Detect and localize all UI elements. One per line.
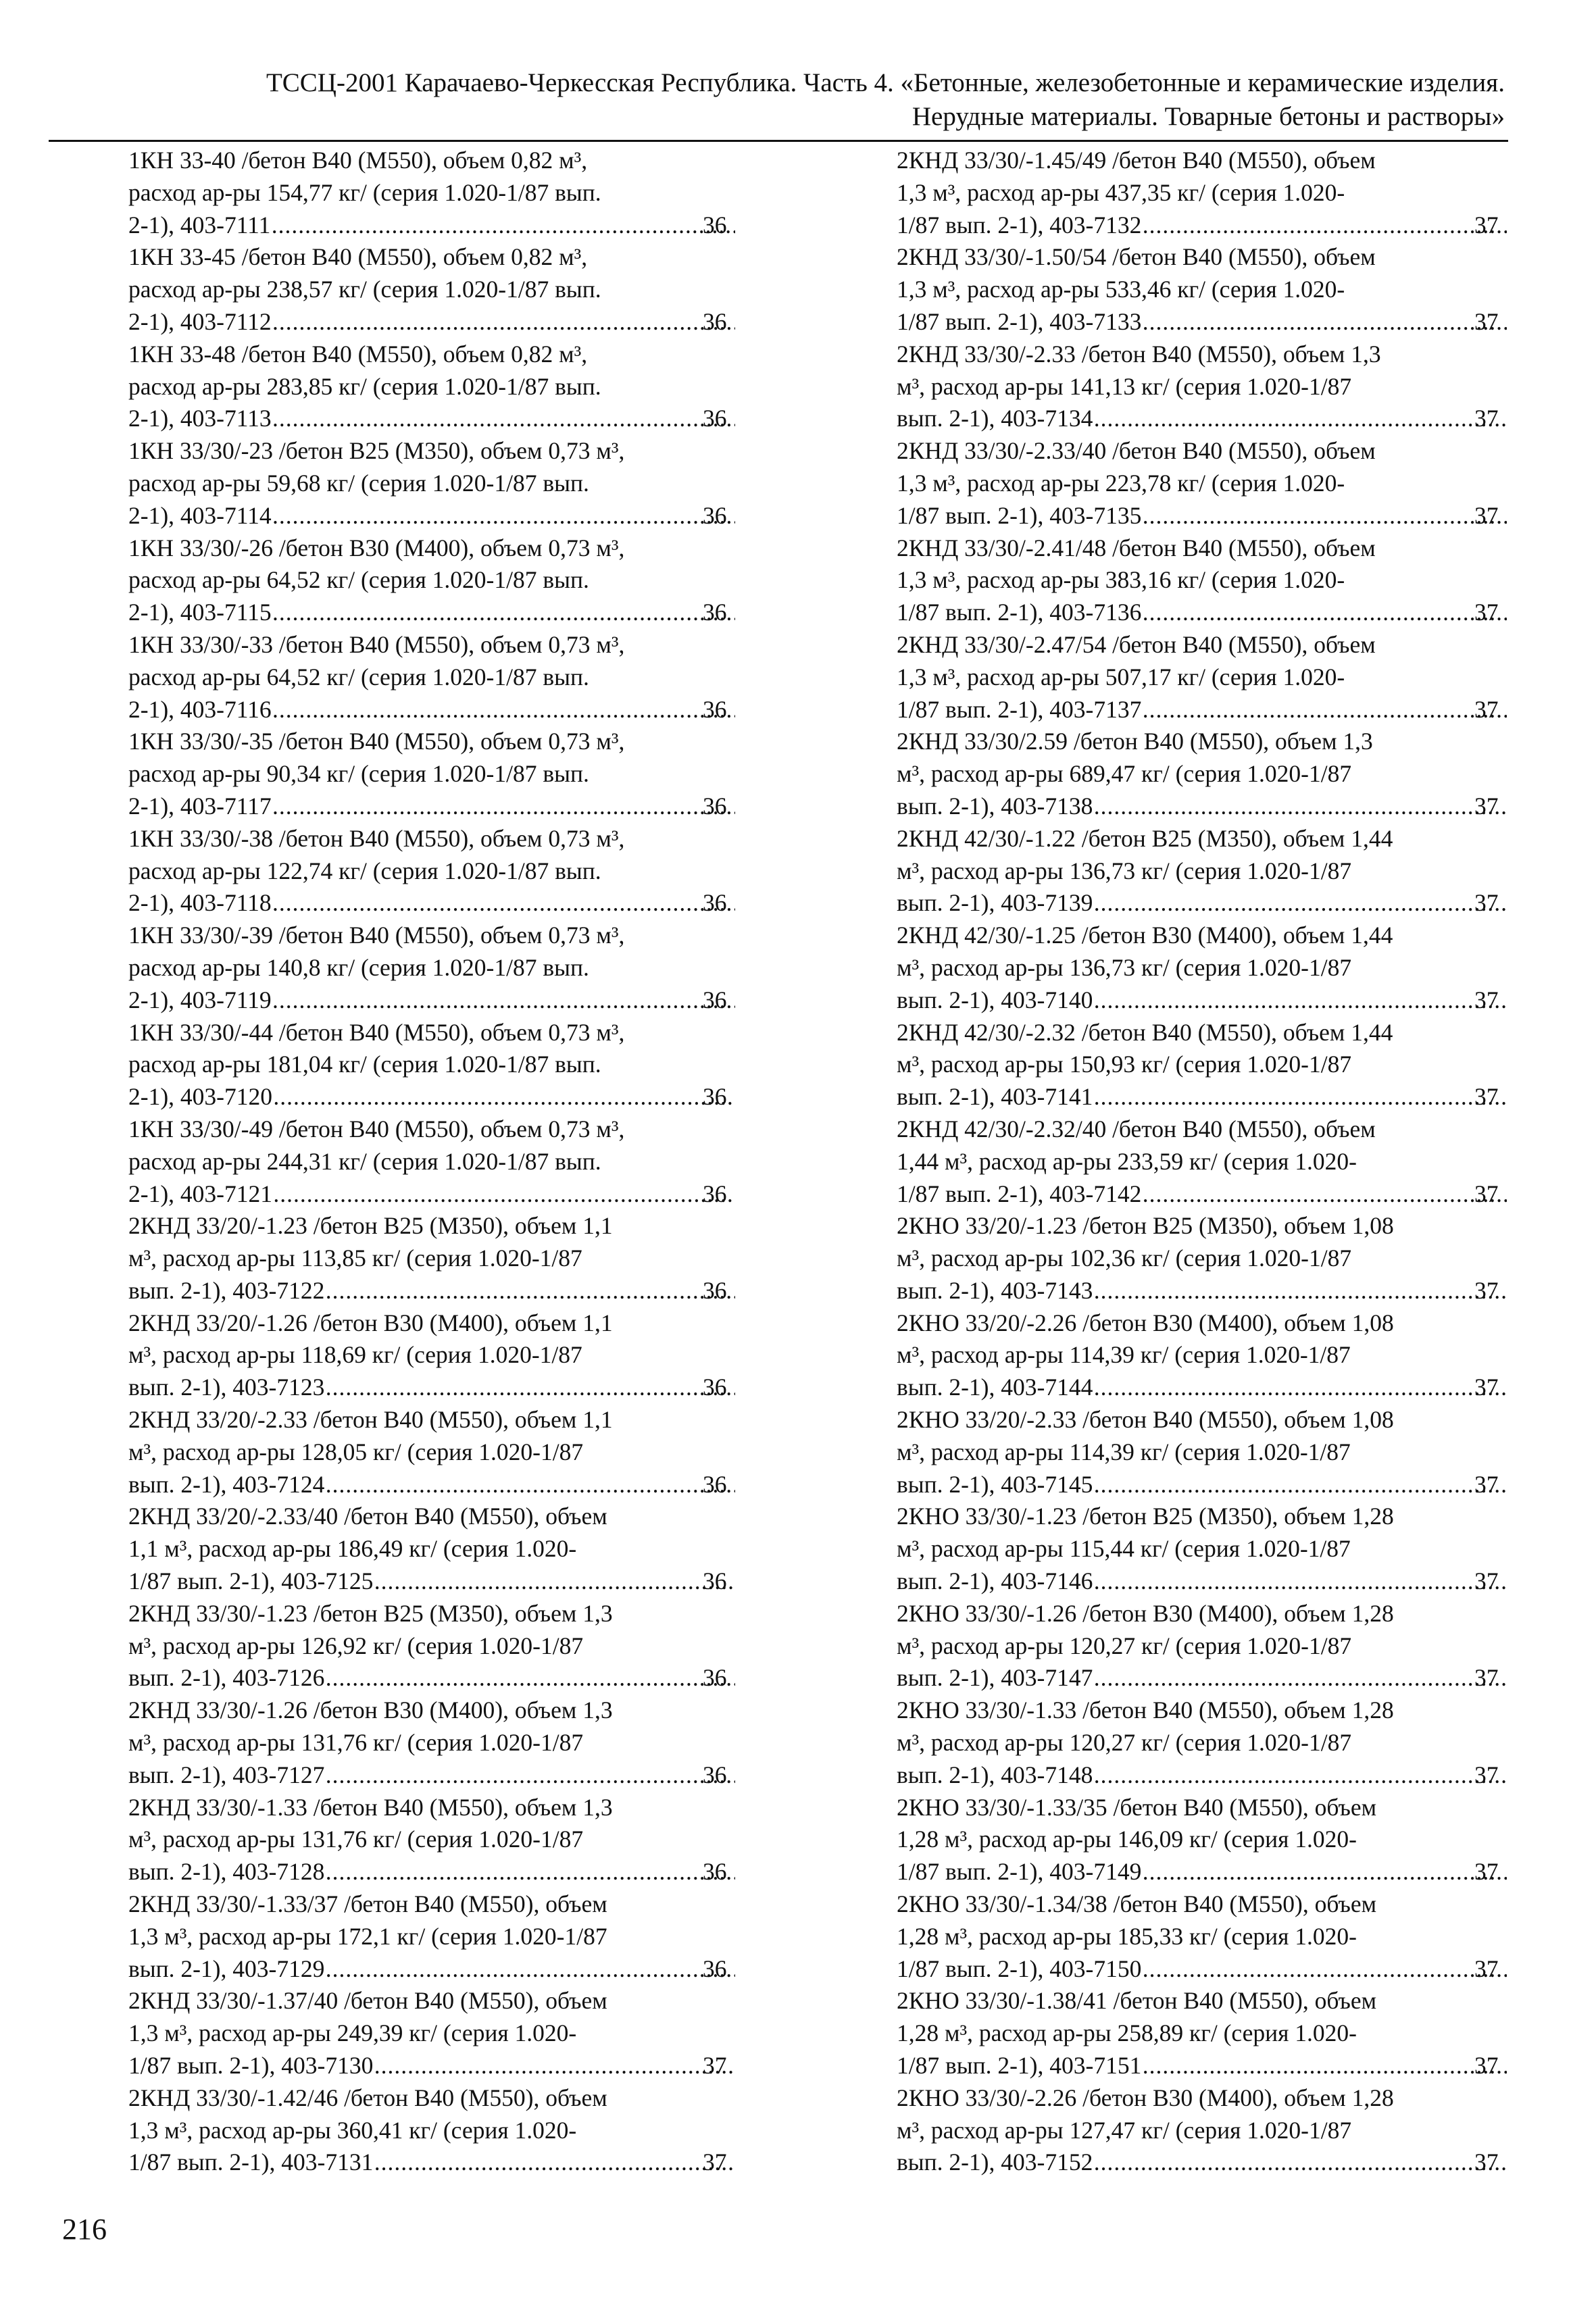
entry-line: 2КНД 42/30/-2.32 /бетон В40 (М550), объем 1,44 xyxy=(897,1018,1393,1046)
entry-line: 2КНО 33/20/-2.26 /бетон В30 (М400), объем 1,08 xyxy=(897,1309,1394,1336)
index-entry xyxy=(897,629,1508,726)
entry-code: вып. 2-1), 403-7139 xyxy=(897,889,1093,917)
entry-code: 2-1), 403-7119 xyxy=(128,986,272,1013)
entry-code: вып. 2-1), 403-7124 xyxy=(128,1470,325,1498)
entry-last-line: 2-1), 403-7117 ..... 36 xyxy=(162,790,737,823)
dot-leader xyxy=(273,984,735,1017)
entry-code: 2-1), 403-7120 xyxy=(128,1083,272,1111)
entry-last-line: вып. 2-1), 403-7152 ..... 37 xyxy=(930,2146,1508,2179)
entry-line: 1КН 33/30/-26 /бетон В30 (М400), объем 0,73 м³, xyxy=(128,534,625,561)
entry-line: м³, расход ар-ры 128,05 кг/ (серия 1.020-1/87 xyxy=(128,1438,584,1465)
entry-code: вып. 2-1), 403-7138 xyxy=(897,792,1093,820)
entry-last-line: 2-1), 403-7114 ..... 36 xyxy=(162,500,737,532)
entry-line: 1КН 33/30/-23 /бетон В25 (М350), объем 0,73 м³, xyxy=(128,437,625,465)
index-entry xyxy=(128,1501,737,1597)
entry-line: 1,3 м³, расход ар-ры 437,35 кг/ (серия 1.020- xyxy=(897,178,1345,206)
entry-line: 1,3 м³, расход ар-ры 223,78 кг/ (серия 1.020- xyxy=(897,469,1345,497)
entry-line: 1,3 м³, расход ар-ры 249,39 кг/ (серия 1.020- xyxy=(128,2019,577,2047)
index-entry xyxy=(128,145,737,241)
header-line-1: ТССЦ-2001 Карачаево-Черкесская Республика. Часть 4. «Бетонные, железобетонные и керамические изделия. xyxy=(266,68,1505,97)
dot-leader xyxy=(326,1953,735,1986)
entry-line: 2КНО 33/30/-2.26 /бетон В30 (М400), объем 1,28 xyxy=(897,2084,1394,2111)
entry-line: м³, расход ар-ры 126,92 кг/ (серия 1.020-1/87 xyxy=(128,1632,584,1659)
dot-leader xyxy=(272,209,735,242)
entry-last-line: 1/87 вып. 2-1), 403-7135 ..... 37 xyxy=(930,500,1508,532)
entry-last-line: 1/87 вып. 2-1), 403-7130 ..... 37 xyxy=(162,2050,737,2082)
index-entry xyxy=(897,920,1508,1016)
index-entry xyxy=(897,1694,1508,1791)
entry-line: 2КНД 42/30/-1.22 /бетон В25 (М350), объем 1,44 xyxy=(897,824,1393,852)
entry-line: м³, расход ар-ры 136,73 кг/ (серия 1.020-1/87 xyxy=(897,953,1352,981)
entry-last-line: 1/87 вып. 2-1), 403-7151 ..... 37 xyxy=(930,2050,1508,2082)
entry-line: 1,3 м³, расход ар-ры 533,46 кг/ (серия 1.020- xyxy=(897,276,1345,303)
entry-last-line: 2-1), 403-7116 ..... 36 xyxy=(162,694,737,726)
entry-last-line: 2-1), 403-7120 ..... 36 xyxy=(162,1081,737,1113)
entry-code: 1/87 вып. 2-1), 403-7132 xyxy=(897,211,1142,238)
entry-code: 1/87 вып. 2-1), 403-7130 xyxy=(128,2052,374,2080)
entry-last-line: вып. 2-1), 403-7122 ..... 36 xyxy=(162,1275,737,1307)
entry-code: 1/87 вып. 2-1), 403-7136 xyxy=(897,599,1142,626)
dot-leader xyxy=(1143,209,1507,242)
dot-leader xyxy=(374,2050,735,2082)
header-rule xyxy=(49,140,1508,142)
entry-line: 2КНО 33/30/-1.33 /бетон В40 (М550), объем 1,28 xyxy=(897,1696,1394,1724)
entry-line: расход ар-ры 90,34 кг/ (серия 1.020-1/87 вып. xyxy=(128,760,589,788)
entry-line: м³, расход ар-ры 114,39 кг/ (серия 1.020-1/87 xyxy=(897,1438,1351,1465)
entry-code: 2-1), 403-7111 xyxy=(128,211,271,238)
dot-leader xyxy=(326,1469,735,1501)
dot-leader xyxy=(326,1759,735,1792)
entry-code: 1/87 вып. 2-1), 403-7137 xyxy=(897,695,1142,723)
entry-line: м³, расход ар-ры 102,36 кг/ (серия 1.020-1/87 xyxy=(897,1244,1352,1272)
entry-last-line: вып. 2-1), 403-7139 ..... 37 xyxy=(930,887,1508,920)
entry-last-line: вып. 2-1), 403-7123 ..... 36 xyxy=(162,1372,737,1404)
entry-line: м³, расход ар-ры 127,47 кг/ (серия 1.020-1/87 xyxy=(897,2116,1352,2144)
entry-line: расход ар-ры 64,52 кг/ (серия 1.020-1/87 вып. xyxy=(128,663,589,690)
entry-last-line: 2-1), 403-7113 ..... 36 xyxy=(162,403,737,435)
dot-leader xyxy=(1094,403,1507,435)
entry-line: 1,3 м³, расход ар-ры 172,1 кг/ (серия 1.020-1/87 xyxy=(128,1922,607,1950)
entry-code: 2-1), 403-7115 xyxy=(128,599,272,626)
entry-last-line: вып. 2-1), 403-7127 ..... 36 xyxy=(162,1759,737,1792)
index-entry xyxy=(897,532,1508,629)
dot-leader xyxy=(1143,1953,1507,1986)
entry-line: м³, расход ар-ры 120,27 кг/ (серия 1.020-1/87 xyxy=(897,1632,1352,1659)
entry-last-line: 1/87 вып. 2-1), 403-7149 ..... 37 xyxy=(930,1856,1508,1888)
entry-last-line: вып. 2-1), 403-7138 ..... 37 xyxy=(930,790,1508,823)
entry-code: 1/87 вып. 2-1), 403-7133 xyxy=(897,307,1142,335)
entry-code: 1/87 вып. 2-1), 403-7125 xyxy=(128,1567,374,1595)
dot-leader xyxy=(1094,887,1507,920)
entry-line: 2КНО 33/30/-1.34/38 /бетон В40 (М550), объем xyxy=(897,1890,1377,1918)
entry-line: м³, расход ар-ры 113,85 кг/ (серия 1.020-1/87 xyxy=(128,1244,582,1272)
entry-line: 2КНД 33/30/2.59 /бетон В40 (М550), объем 1,3 xyxy=(897,728,1373,755)
entry-line: 2КНО 33/30/-1.33/35 /бетон В40 (М550), объем xyxy=(897,1793,1377,1821)
entry-last-line: вып. 2-1), 403-7144 ..... 37 xyxy=(930,1372,1508,1404)
dot-leader xyxy=(273,887,735,920)
index-entry xyxy=(897,2082,1508,2179)
index-entry xyxy=(128,1404,737,1501)
entry-line: 2КНО 33/30/-1.23 /бетон В25 (М350), объем 1,28 xyxy=(897,1503,1394,1530)
entry-line: 1,28 м³, расход ар-ры 185,33 кг/ (серия 1.020- xyxy=(897,1922,1357,1950)
entry-code: 1/87 вып. 2-1), 403-7149 xyxy=(897,1858,1142,1886)
dot-leader xyxy=(1094,1565,1507,1598)
dot-leader xyxy=(1143,500,1507,532)
entry-line: 2КНД 33/20/-2.33/40 /бетон В40 (М550), объем xyxy=(128,1503,607,1530)
dot-leader xyxy=(374,2146,735,2179)
entry-code: вып. 2-1), 403-7122 xyxy=(128,1276,325,1304)
entry-last-line: 2-1), 403-7115 ..... 36 xyxy=(162,597,737,629)
index-entry xyxy=(897,1404,1508,1501)
entry-code: вып. 2-1), 403-7126 xyxy=(128,1664,325,1692)
entry-line: 2КНО 33/30/-1.38/41 /бетон В40 (М550), объем xyxy=(897,1987,1377,2015)
entry-last-line: 1/87 вып. 2-1), 403-7136 ..... 37 xyxy=(930,597,1508,629)
entry-line: 1,3 м³, расход ар-ры 360,41 кг/ (серия 1.020- xyxy=(128,2116,577,2144)
entry-line: 2КНД 33/30/-2.33/40 /бетон В40 (М550), объем xyxy=(897,437,1376,465)
index-entry xyxy=(897,1210,1508,1307)
entry-line: 2КНО 33/20/-2.33 /бетон В40 (М550), объем 1,08 xyxy=(897,1406,1394,1434)
index-entry xyxy=(897,1307,1508,1404)
index-entry xyxy=(128,1210,737,1307)
dot-leader xyxy=(274,1081,735,1113)
entry-line: 2КНД 33/20/-1.23 /бетон В25 (М350), объем 1,1 xyxy=(128,1212,613,1240)
dot-leader xyxy=(1094,1759,1507,1792)
entry-code: 2-1), 403-7118 xyxy=(128,889,272,917)
entry-code: 2-1), 403-7117 xyxy=(128,792,272,820)
entry-code: вып. 2-1), 403-7134 xyxy=(897,405,1093,432)
index-entry xyxy=(128,823,737,920)
entry-line: 1,3 м³, расход ар-ры 383,16 кг/ (серия 1.020- xyxy=(897,566,1345,594)
index-entry xyxy=(128,1598,737,1694)
entry-line: м³, расход ар-ры 689,47 кг/ (серия 1.020-1/87 xyxy=(897,760,1352,788)
entry-code: 1/87 вып. 2-1), 403-7142 xyxy=(897,1180,1142,1207)
entry-last-line: вып. 2-1), 403-7129 ..... 36 xyxy=(162,1953,737,1986)
entry-code: вып. 2-1), 403-7127 xyxy=(128,1761,325,1788)
entry-line: 1КН 33-40 /бетон В40 (М550), объем 0,82 м³, xyxy=(128,147,588,174)
entry-line: расход ар-ры 238,57 кг/ (серия 1.020-1/87 вып. xyxy=(128,276,601,303)
right-column xyxy=(897,145,1508,2179)
entry-code: вып. 2-1), 403-7123 xyxy=(128,1374,325,1401)
dot-leader xyxy=(273,403,735,435)
entry-last-line: 1/87 вып. 2-1), 403-7142 ..... 37 xyxy=(930,1178,1508,1211)
index-entry xyxy=(897,1792,1508,1888)
entry-last-line: 1/87 вып. 2-1), 403-7137 ..... 37 xyxy=(930,694,1508,726)
entry-line: 2КНД 42/30/-1.25 /бетон В30 (М400), объем 1,44 xyxy=(897,922,1393,949)
entry-line: м³, расход ар-ры 120,27 кг/ (серия 1.020-1/87 xyxy=(897,1729,1352,1757)
index-entry xyxy=(128,920,737,1016)
header-line-2: Нерудные материалы. Товарные бетоны и растворы» xyxy=(912,102,1505,131)
entry-code: вып. 2-1), 403-7141 xyxy=(897,1083,1093,1111)
index-entry xyxy=(128,726,737,822)
entry-last-line: вып. 2-1), 403-7147 ..... 37 xyxy=(930,1662,1508,1694)
entry-code: 1/87 вып. 2-1), 403-7150 xyxy=(897,1955,1142,1982)
index-entry xyxy=(128,1792,737,1888)
entry-last-line: 2-1), 403-7119 ..... 36 xyxy=(162,984,737,1017)
entry-line: м³, расход ар-ры 131,76 кг/ (серия 1.020-1/87 xyxy=(128,1826,584,1853)
entry-last-line: вып. 2-1), 403-7143 ..... 37 xyxy=(930,1275,1508,1307)
entry-line: 2КНД 33/20/-2.33 /бетон В40 (М550), объем 1,1 xyxy=(128,1406,613,1434)
entry-last-line: вып. 2-1), 403-7140 ..... 37 xyxy=(930,984,1508,1017)
entry-line: расход ар-ры 140,8 кг/ (серия 1.020-1/87 вып. xyxy=(128,953,589,981)
dot-leader xyxy=(1143,597,1507,629)
entry-last-line: 1/87 вып. 2-1), 403-7125 ..... 36 xyxy=(162,1565,737,1598)
dot-leader xyxy=(273,500,735,532)
dot-leader xyxy=(273,306,735,338)
index-entry xyxy=(128,2082,737,2179)
entry-code: 1/87 вып. 2-1), 403-7135 xyxy=(897,501,1142,529)
dot-leader xyxy=(374,1565,735,1598)
entry-line: 2КНД 42/30/-2.32/40 /бетон В40 (М550), объем xyxy=(897,1115,1376,1142)
entry-line: 2КНД 33/30/-1.23 /бетон В25 (М350), объем 1,3 xyxy=(128,1599,613,1627)
entry-last-line: 2-1), 403-7111 ..... 36 xyxy=(162,209,737,242)
dot-leader xyxy=(1094,1372,1507,1404)
index-entry xyxy=(128,1985,737,2082)
entry-code: вып. 2-1), 403-7146 xyxy=(897,1567,1093,1595)
entry-line: 2КНО 33/20/-1.23 /бетон В25 (М350), объем 1,08 xyxy=(897,1212,1394,1240)
index-entry xyxy=(897,1888,1508,1985)
index-entry xyxy=(128,338,737,435)
entry-code: 1/87 вып. 2-1), 403-7131 xyxy=(128,2148,374,2176)
entry-code: 2-1), 403-7114 xyxy=(128,501,272,529)
dot-leader xyxy=(273,597,735,629)
entry-last-line: вып. 2-1), 403-7128 ..... 36 xyxy=(162,1856,737,1888)
entry-last-line: вып. 2-1), 403-7141 ..... 37 xyxy=(930,1081,1508,1113)
running-header xyxy=(49,66,1505,134)
entry-code: 1/87 вып. 2-1), 403-7151 xyxy=(897,2052,1142,2080)
dot-leader xyxy=(1094,1662,1507,1694)
entry-line: 2КНД 33/30/-2.41/48 /бетон В40 (М550), объем xyxy=(897,534,1376,561)
entry-code: вып. 2-1), 403-7129 xyxy=(128,1955,325,1982)
dot-leader xyxy=(1094,984,1507,1017)
index-entry xyxy=(897,338,1508,435)
entry-line: расход ар-ры 122,74 кг/ (серия 1.020-1/87 вып. xyxy=(128,857,601,884)
entry-line: м³, расход ар-ры 115,44 кг/ (серия 1.020-1/87 xyxy=(897,1535,1351,1563)
dot-leader xyxy=(326,1856,735,1888)
entry-line: м³, расход ар-ры 131,76 кг/ (серия 1.020-1/87 xyxy=(128,1729,584,1757)
index-entry xyxy=(897,1985,1508,2082)
entry-line: расход ар-ры 64,52 кг/ (серия 1.020-1/87 вып. xyxy=(128,566,589,594)
entry-line: 1КН 33/30/-38 /бетон В40 (М550), объем 0,73 м³, xyxy=(128,824,625,852)
dot-leader xyxy=(1143,1856,1507,1888)
entry-last-line: вып. 2-1), 403-7146 ..... 37 xyxy=(930,1565,1508,1598)
entry-code: вып. 2-1), 403-7140 xyxy=(897,986,1093,1013)
index-entry xyxy=(897,1598,1508,1694)
index-entry xyxy=(897,145,1508,241)
entry-line: м³, расход ар-ры 136,73 кг/ (серия 1.020-1/87 xyxy=(897,857,1352,884)
dot-leader xyxy=(326,1275,735,1307)
entry-last-line: вып. 2-1), 403-7145 ..... 37 xyxy=(930,1469,1508,1501)
index-entry xyxy=(897,241,1508,338)
entry-line: м³, расход ар-ры 150,93 кг/ (серия 1.020-1/87 xyxy=(897,1051,1352,1078)
entry-last-line: 2-1), 403-7112 ..... 36 xyxy=(162,306,737,338)
entry-line: расход ар-ры 283,85 кг/ (серия 1.020-1/87 вып. xyxy=(128,372,601,400)
page-number: 216 xyxy=(62,2213,107,2246)
entry-code: вып. 2-1), 403-7147 xyxy=(897,1664,1093,1692)
entry-line: 2КНД 33/30/-2.47/54 /бетон В40 (М550), объем xyxy=(897,630,1376,658)
entry-line: 1,28 м³, расход ар-ры 146,09 кг/ (серия 1.020- xyxy=(897,1826,1357,1853)
entry-last-line: вып. 2-1), 403-7148 ..... 37 xyxy=(930,1759,1508,1792)
entry-line: 2КНД 33/30/-1.33 /бетон В40 (М550), объем 1,3 xyxy=(128,1793,613,1821)
entry-line: 1КН 33/30/-49 /бетон В40 (М550), объем 0,73 м³, xyxy=(128,1115,625,1142)
entry-line: 1,1 м³, расход ар-ры 186,49 кг/ (серия 1.020- xyxy=(128,1535,577,1563)
entry-line: 2КНД 33/30/-2.33 /бетон В40 (М550), объем 1,3 xyxy=(897,340,1381,368)
index-entry xyxy=(128,1113,737,1210)
dot-leader xyxy=(1143,1178,1507,1211)
entry-last-line: вып. 2-1), 403-7124 ..... 36 xyxy=(162,1469,737,1501)
entry-line: расход ар-ры 244,31 кг/ (серия 1.020-1/87 вып. xyxy=(128,1147,601,1175)
entry-last-line: 2-1), 403-7121 ..... 36 xyxy=(162,1178,737,1211)
index-entry xyxy=(128,435,737,532)
entry-code: вып. 2-1), 403-7148 xyxy=(897,1761,1093,1788)
index-entry xyxy=(897,1017,1508,1113)
entry-line: 1КН 33-45 /бетон В40 (М550), объем 0,82 м³, xyxy=(128,243,588,271)
entry-line: 1КН 33-48 /бетон В40 (М550), объем 0,82 м³, xyxy=(128,340,588,368)
entry-last-line: вып. 2-1), 403-7126 ..... 36 xyxy=(162,1662,737,1694)
index-entry xyxy=(128,1017,737,1113)
index-entry xyxy=(897,823,1508,920)
dot-leader xyxy=(1143,306,1507,338)
dot-leader xyxy=(273,694,735,726)
entry-last-line: 1/87 вып. 2-1), 403-7131 ..... 37 xyxy=(162,2146,737,2179)
index-entry xyxy=(128,1307,737,1404)
entry-line: 2КНД 33/30/-1.37/40 /бетон В40 (М550), объем xyxy=(128,1987,607,2015)
entry-line: 1КН 33/30/-35 /бетон В40 (М550), объем 0,73 м³, xyxy=(128,728,625,755)
dot-leader xyxy=(274,1178,735,1211)
dot-leader xyxy=(1094,1081,1507,1113)
entry-line: 1,28 м³, расход ар-ры 258,89 кг/ (серия 1.020- xyxy=(897,2019,1357,2047)
entry-last-line: 1/87 вып. 2-1), 403-7150 ..... 37 xyxy=(930,1953,1508,1986)
index-entry xyxy=(128,629,737,726)
entry-last-line: 1/87 вып. 2-1), 403-7132 ..... 37 xyxy=(930,209,1508,242)
index-entry xyxy=(128,241,737,338)
entry-code: 2-1), 403-7121 xyxy=(128,1180,272,1207)
entry-code: 2-1), 403-7112 xyxy=(128,307,272,335)
entry-line: 1КН 33/30/-33 /бетон В40 (М550), объем 0,73 м³, xyxy=(128,630,625,658)
entry-line: расход ар-ры 154,77 кг/ (серия 1.020-1/87 вып. xyxy=(128,178,601,206)
index-entry xyxy=(128,1694,737,1791)
entry-line: 1КН 33/30/-44 /бетон В40 (М550), объем 0,73 м³, xyxy=(128,1018,625,1046)
index-entry xyxy=(897,1113,1508,1210)
index-entry xyxy=(897,435,1508,532)
index-entry xyxy=(128,1888,737,1985)
entry-line: 2КНО 33/30/-1.26 /бетон В30 (М400), объем 1,28 xyxy=(897,1599,1394,1627)
dot-leader xyxy=(326,1662,735,1694)
entry-code: вып. 2-1), 403-7144 xyxy=(897,1374,1093,1401)
dot-leader xyxy=(1094,1469,1507,1501)
entry-line: 2КНД 33/30/-1.26 /бетон В30 (М400), объем 1,3 xyxy=(128,1696,613,1724)
entry-line: 1КН 33/30/-39 /бетон В40 (М550), объем 0,73 м³, xyxy=(128,922,625,949)
entry-line: расход ар-ры 181,04 кг/ (серия 1.020-1/87 вып. xyxy=(128,1051,601,1078)
entry-code: вып. 2-1), 403-7145 xyxy=(897,1470,1093,1498)
entry-line: 1,3 м³, расход ар-ры 507,17 кг/ (серия 1.020- xyxy=(897,663,1345,690)
entry-line: 2КНД 33/30/-1.33/37 /бетон В40 (М550), объем xyxy=(128,1890,607,1918)
entry-line: расход ар-ры 59,68 кг/ (серия 1.020-1/87 вып. xyxy=(128,469,589,497)
entry-line: м³, расход ар-ры 118,69 кг/ (серия 1.020-1/87 xyxy=(128,1341,582,1369)
entry-line: 2КНД 33/30/-1.45/49 /бетон В40 (М550), объем xyxy=(897,147,1376,174)
entry-line: 2КНД 33/30/-1.50/54 /бетон В40 (М550), объем xyxy=(897,243,1376,271)
entry-code: вып. 2-1), 403-7143 xyxy=(897,1276,1093,1304)
dot-leader xyxy=(1143,2050,1507,2082)
entry-last-line: 2-1), 403-7118 ..... 36 xyxy=(162,887,737,920)
dot-leader xyxy=(1094,790,1507,823)
entry-code: 2-1), 403-7116 xyxy=(128,695,272,723)
dot-leader xyxy=(1094,2146,1507,2179)
dot-leader xyxy=(1143,694,1507,726)
index-entry xyxy=(897,726,1508,822)
entry-last-line: 1/87 вып. 2-1), 403-7133 ..... 37 xyxy=(930,306,1508,338)
entry-line: 2КНД 33/20/-1.26 /бетон В30 (М400), объем 1,1 xyxy=(128,1309,613,1336)
dot-leader xyxy=(273,790,735,823)
dot-leader xyxy=(326,1372,735,1404)
entry-line: 2КНД 33/30/-1.42/46 /бетон В40 (М550), объем xyxy=(128,2084,607,2111)
entry-last-line: вып. 2-1), 403-7134 ..... 37 xyxy=(930,403,1508,435)
index-entry xyxy=(897,1501,1508,1597)
entry-line: м³, расход ар-ры 114,39 кг/ (серия 1.020-1/87 xyxy=(897,1341,1351,1369)
entry-line: 1,44 м³, расход ар-ры 233,59 кг/ (серия 1.020- xyxy=(897,1147,1357,1175)
entry-code: вып. 2-1), 403-7128 xyxy=(128,1858,325,1886)
dot-leader xyxy=(1094,1275,1507,1307)
entry-code: вып. 2-1), 403-7152 xyxy=(897,2148,1093,2176)
entry-line: м³, расход ар-ры 141,13 кг/ (серия 1.020-1/87 xyxy=(897,372,1352,400)
left-column xyxy=(128,145,737,2179)
index-entry xyxy=(128,532,737,629)
entry-code: 2-1), 403-7113 xyxy=(128,405,272,432)
